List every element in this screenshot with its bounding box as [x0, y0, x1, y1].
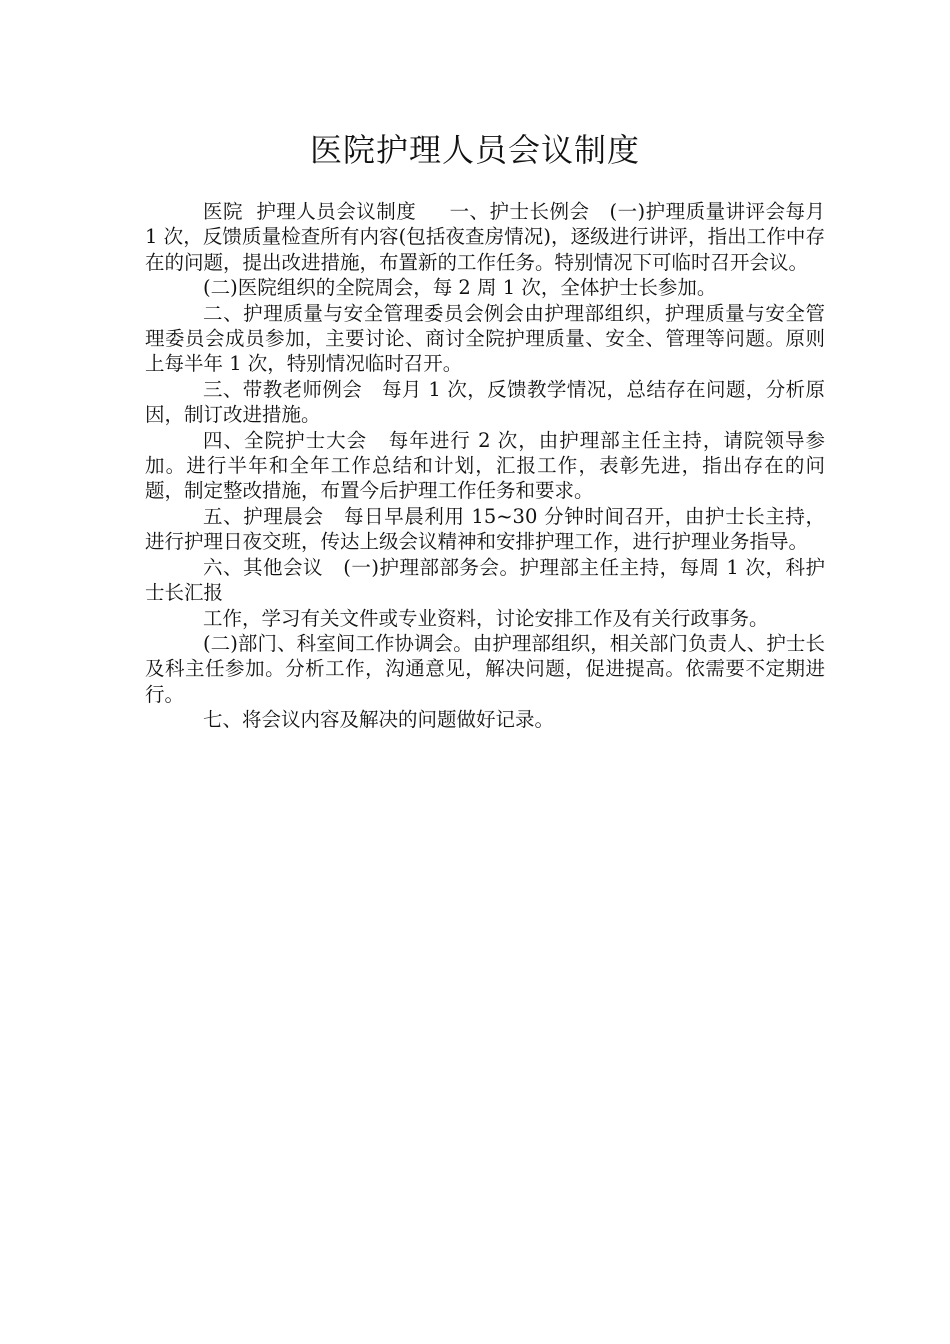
paragraph-nurse-head-meeting: 医院 护理人员会议制度 一、护士长例会 (一)护理质量讲评会每月 1 次，反馈质量检查所有内容(包括夜查房情况)，逐级进行讲评，指出工作中存在的问题，提出改进措施，布置新的工作任务。特别情况下可临时召开会议。 [145, 200, 832, 274]
paragraph-morning-meeting: 五、护理晨会 每日早晨利用 15~30 分钟时间召开，由护士长主持，进行护理日夜交班，传达上级会议精神和安排护理工作，进行护理业务指导。 [145, 504, 825, 554]
paragraph-other-meetings: 六、其他会议 (一)护理部部务会。护理部主任主持，每周 1 次，科护士长汇报 [145, 555, 825, 605]
paragraph-all-nurse-assembly: 四、全院护士大会 每年进行 2 次，由护理部主任主持，请院领导参加。进行半年和全年工作总结和计划，汇报工作，表彰先进，指出存在的问题，制定整改措施，布置今后护理工作任务和要求。 [145, 428, 825, 503]
paragraph-quality-safety-committee: 二、护理质量与安全管理委员会例会由护理部组织，护理质量与安全管理委员会成员参加，主要讨论、商讨全院护理质量、安全、管理等问题。原则上每半年 1 次，特别情况临时召开。 [145, 301, 825, 376]
document-body [145, 199, 832, 733]
paragraph-records: 七、将会议内容及解决的问题做好记录。 [203, 708, 555, 732]
paragraph-weekly-meeting: (二)医院组织的全院周会，每 2 周 1 次，全体护士长参加。 [203, 276, 717, 300]
paragraph-teacher-meeting: 三、带教老师例会 每月 1 次，反馈教学情况，总结存在问题，分析原因，制订改进措施。 [145, 377, 825, 427]
paragraph-other-meetings-continued: 工作，学习有关文件或专业资料，讨论安排工作及有关行政事务。 [203, 606, 769, 630]
paragraph-coordination-meeting: (二)部门、科室间工作协调会。由护理部组织，相关部门负责人、护士长及科主任参加。分析工作，沟通意见，解决问题，促进提高。依需要不定期进行。 [145, 631, 825, 706]
document-title: 医院护理人员会议制度 [309, 131, 640, 169]
